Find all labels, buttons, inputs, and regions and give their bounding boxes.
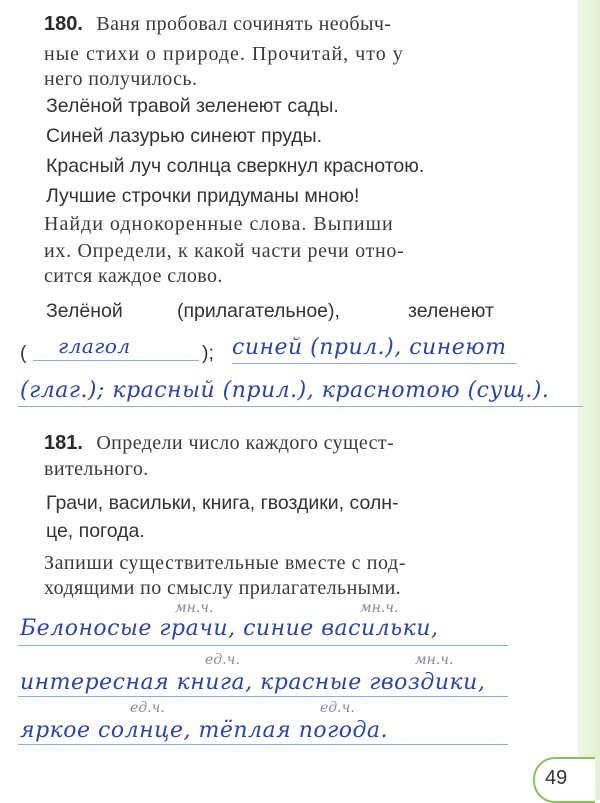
exercise-180-task-line-2: их. Определи, к какой части речи отно-: [44, 240, 405, 262]
poem-line-3: Красный луч солнца сверкнул краснотою.: [46, 155, 425, 177]
number-note-3: ед.ч.: [205, 652, 240, 668]
poem-line-4: Лучшие строчки придуманы мною!: [46, 185, 360, 207]
exercise-181-task-line-2: ходящими по смыслу прилагательными.: [44, 577, 402, 599]
exercise-181-task-line-1: Запиши существительные вместе с под-: [44, 552, 407, 574]
exercise-180-intro-line-1: [44, 13, 391, 36]
exercise-180-intro-text-1: Ваня пробовал сочинять необыч-: [96, 13, 392, 35]
poem-line-1: Зелёной травой зеленеют сады.: [46, 95, 339, 117]
word-list-line-2: це, погода.: [46, 520, 145, 542]
writing-line-180-1: [232, 363, 517, 364]
handwritten-answer-180-line-1: синей (прил.), синеют: [232, 335, 507, 360]
exercise-180-task-line-3: сится каждое слово.: [44, 265, 223, 287]
handwritten-answer-180-line-2: (глаг.); красный (прил.), краснотою (сущ.).: [20, 378, 550, 403]
poem-line-2: Синей лазурью синеют пруды.: [46, 125, 323, 147]
example-part-of-speech-1: (прилагательное),: [177, 300, 340, 322]
writing-line-181-2: [18, 696, 508, 697]
handwritten-answer-blank: глагол: [58, 334, 131, 358]
page-margin-strip: [578, 0, 600, 800]
page-number: 49: [545, 767, 568, 789]
writing-line-181-1: [18, 645, 508, 646]
page-number-badge: [533, 757, 595, 803]
exercise-180-task-line-1: Найди однокоренные слова. Выпиши: [44, 213, 394, 235]
number-note-2: мн.ч.: [360, 600, 399, 616]
number-note-6: ед.ч.: [320, 700, 355, 716]
close-paren: );: [202, 342, 214, 364]
exercise-180-intro-line-3: него получилось.: [44, 68, 198, 90]
answer-blank-line: [33, 360, 199, 361]
handwritten-answer-181-line-2: интересная книга, красные гвоздики,: [20, 670, 486, 695]
example-word-1: Зелёной: [46, 300, 123, 322]
open-paren: (: [20, 342, 27, 364]
exercise-181-intro-line-1: [44, 432, 394, 455]
number-note-4: мн.ч.: [415, 652, 454, 668]
exercise-181-intro-line-2: вительного.: [44, 458, 149, 480]
handwritten-answer-181-line-3: яркое солнце, тёплая погода.: [20, 718, 389, 743]
writing-line-181-3: [18, 744, 508, 745]
number-note-5: ед.ч.: [130, 700, 165, 716]
handwritten-answer-181-line-1: Белоносые грачи, синие васильки,: [20, 616, 439, 641]
exercise-181-intro-text-1: Определи число каждого сущест-: [96, 432, 395, 454]
exercise-180-intro-line-2: ные стихи о природе. Прочитай, что у: [44, 43, 404, 65]
writing-line-180-2: [18, 406, 583, 407]
number-note-1: мн.ч.: [175, 600, 214, 616]
word-list-line-1: Грачи, васильки, книга, гвоздики, солн-: [46, 492, 399, 514]
example-word-2: зеленеют: [408, 300, 494, 322]
exercise-180-number: 180.: [44, 13, 83, 35]
exercise-181-number: 181.: [44, 432, 83, 454]
